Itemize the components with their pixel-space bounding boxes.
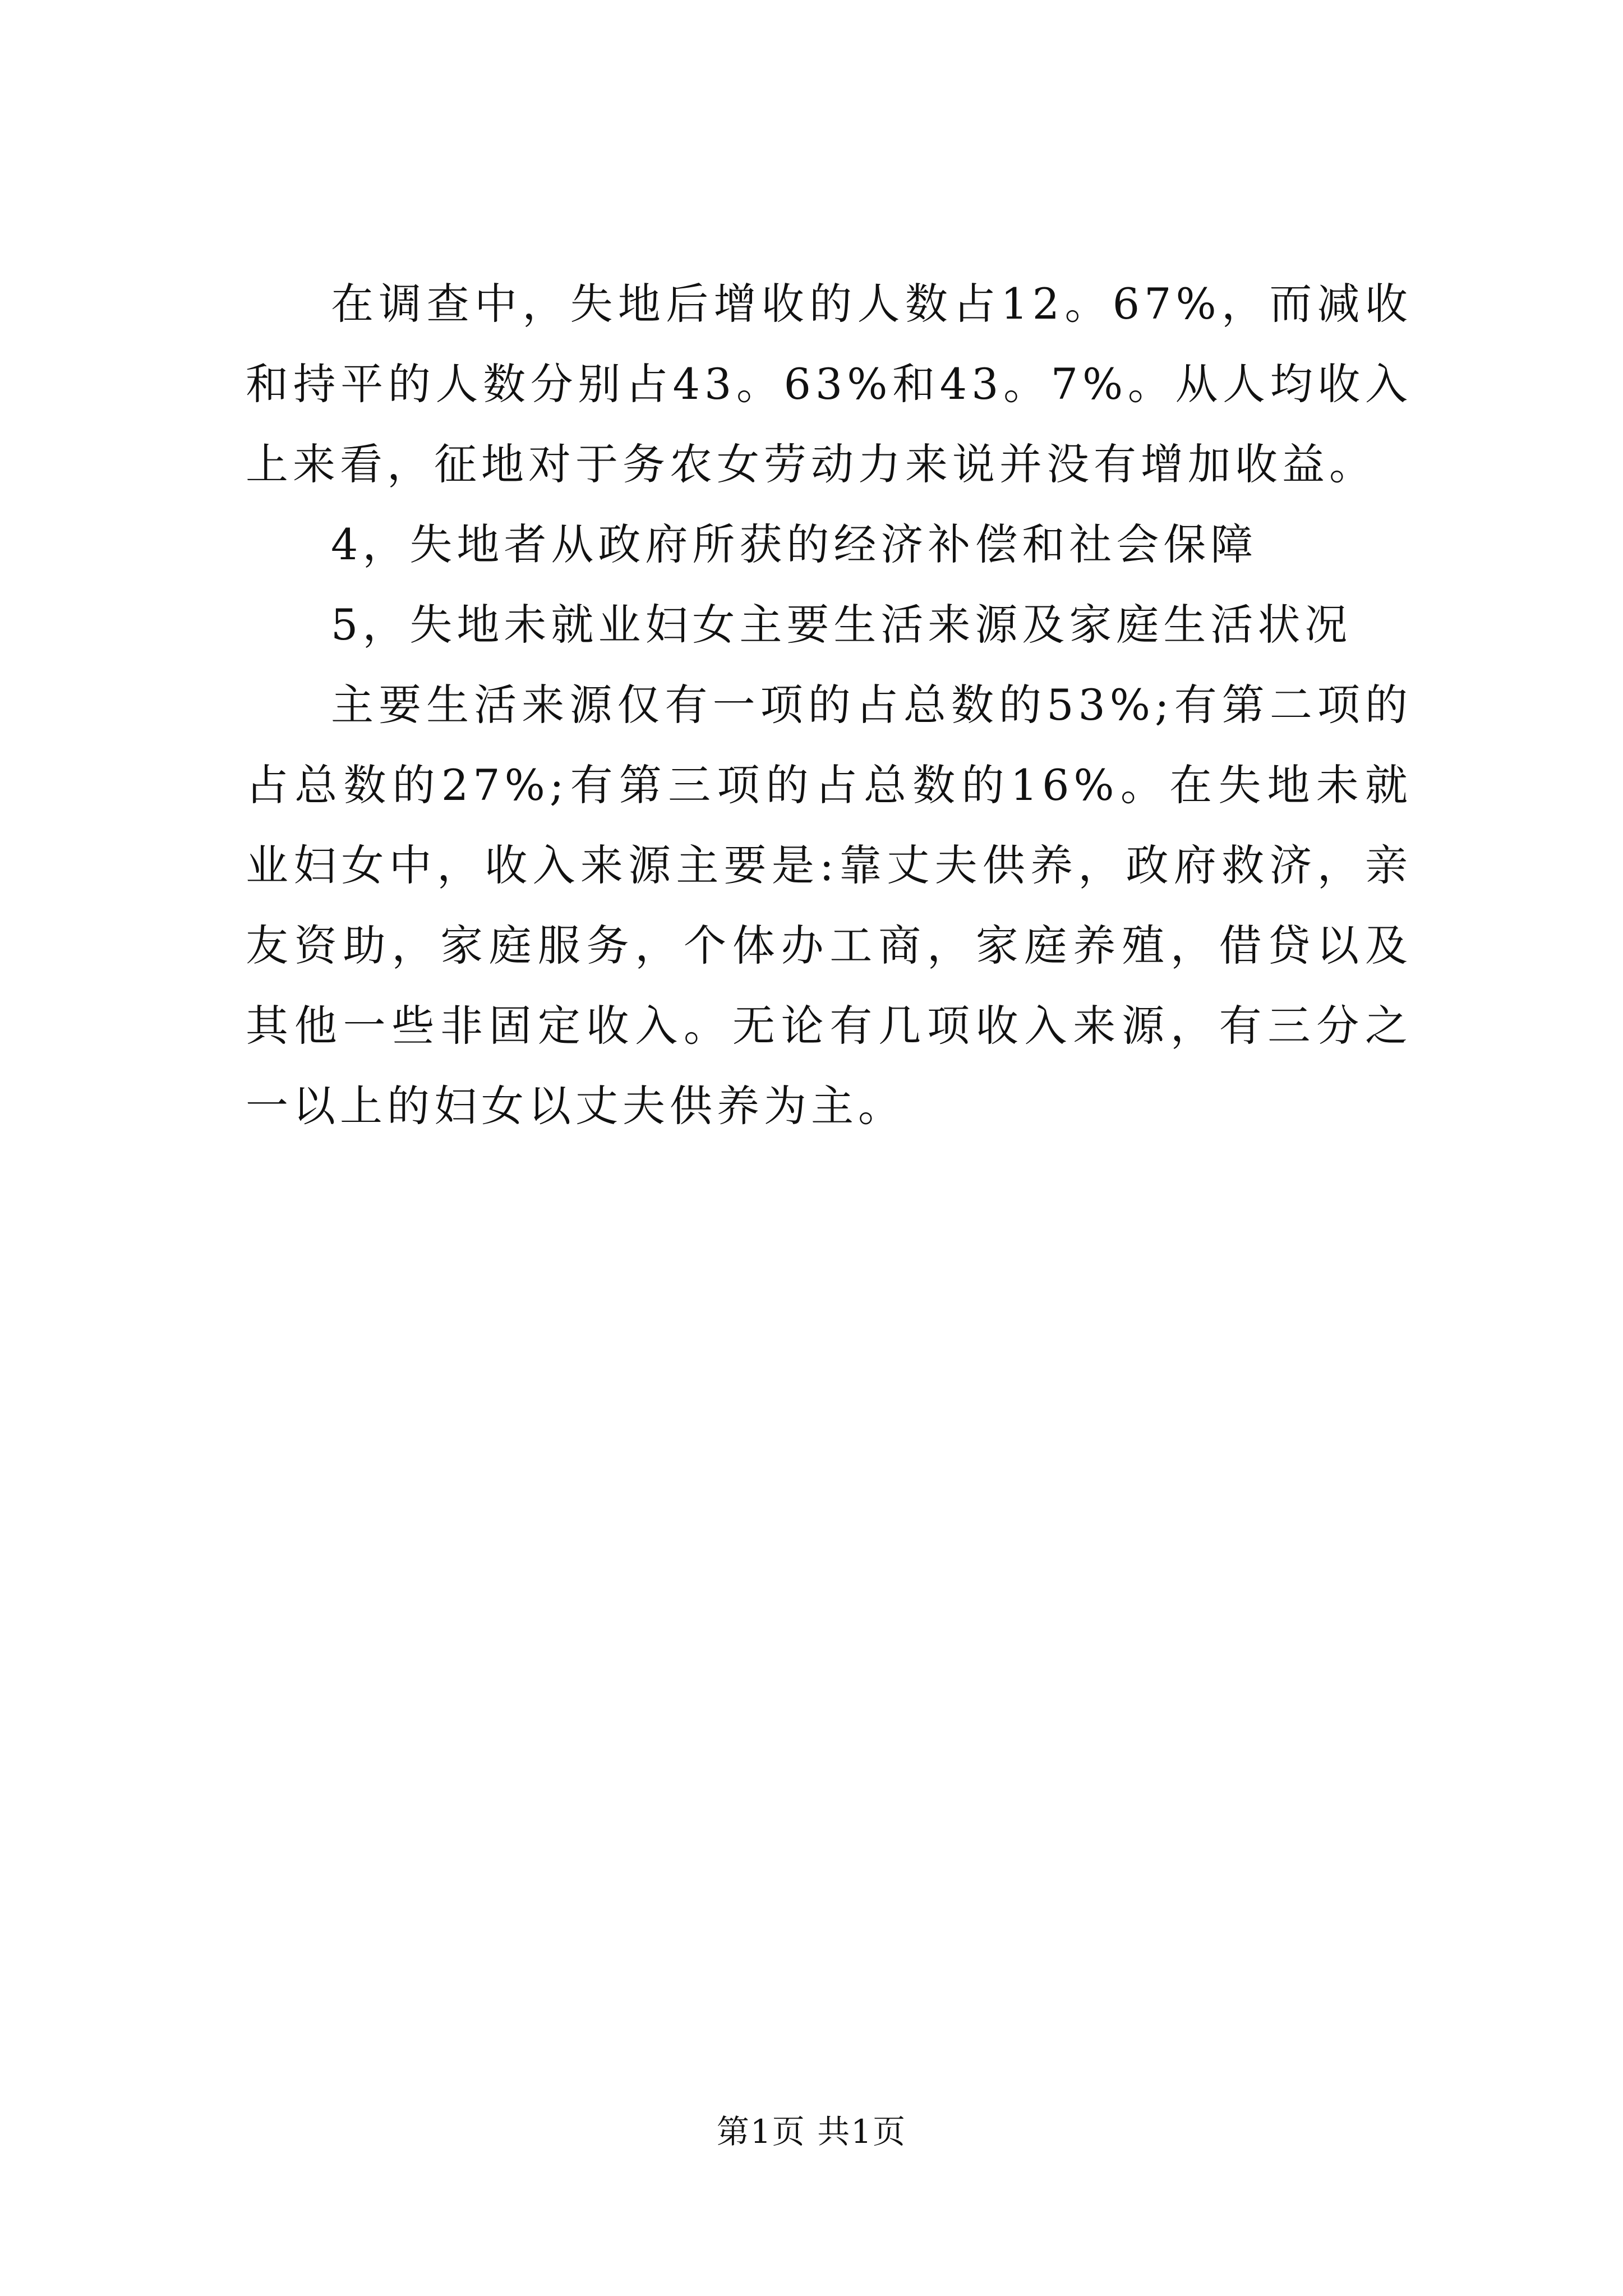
paragraph-income-sources: 主要生活来源仅有一项的占总数的53%;有第二项的占总数的27%;有第三项的占总数的16%。在失地未就业妇女中，收入来源主要是:靠丈夫供养，政府救济，亲友资助，家庭服务，个体办工商，家庭养殖，借贷以及其他一些非固定收入。无论有几项收入来源，有三分之一以上的妇女以丈夫供养为主。 bbox=[246, 680, 1412, 1131]
document-body bbox=[246, 264, 1412, 1146]
page-footer: 第1页 共1页 bbox=[716, 2113, 907, 2151]
paragraph-income-change: 在调查中，失地后增收的人数占12。67%，而减收和持平的人数分别占43。63%和43。7%。从人均收入上来看，征地对于务农女劳动力来说并没有增加收益。 bbox=[246, 279, 1412, 489]
section-heading-5: 5，失地未就业妇女主要生活来源及家庭生活状况 bbox=[331, 600, 1352, 650]
section-heading-4: 4，失地者从政府所获的经济补偿和社会保障 bbox=[331, 519, 1258, 569]
